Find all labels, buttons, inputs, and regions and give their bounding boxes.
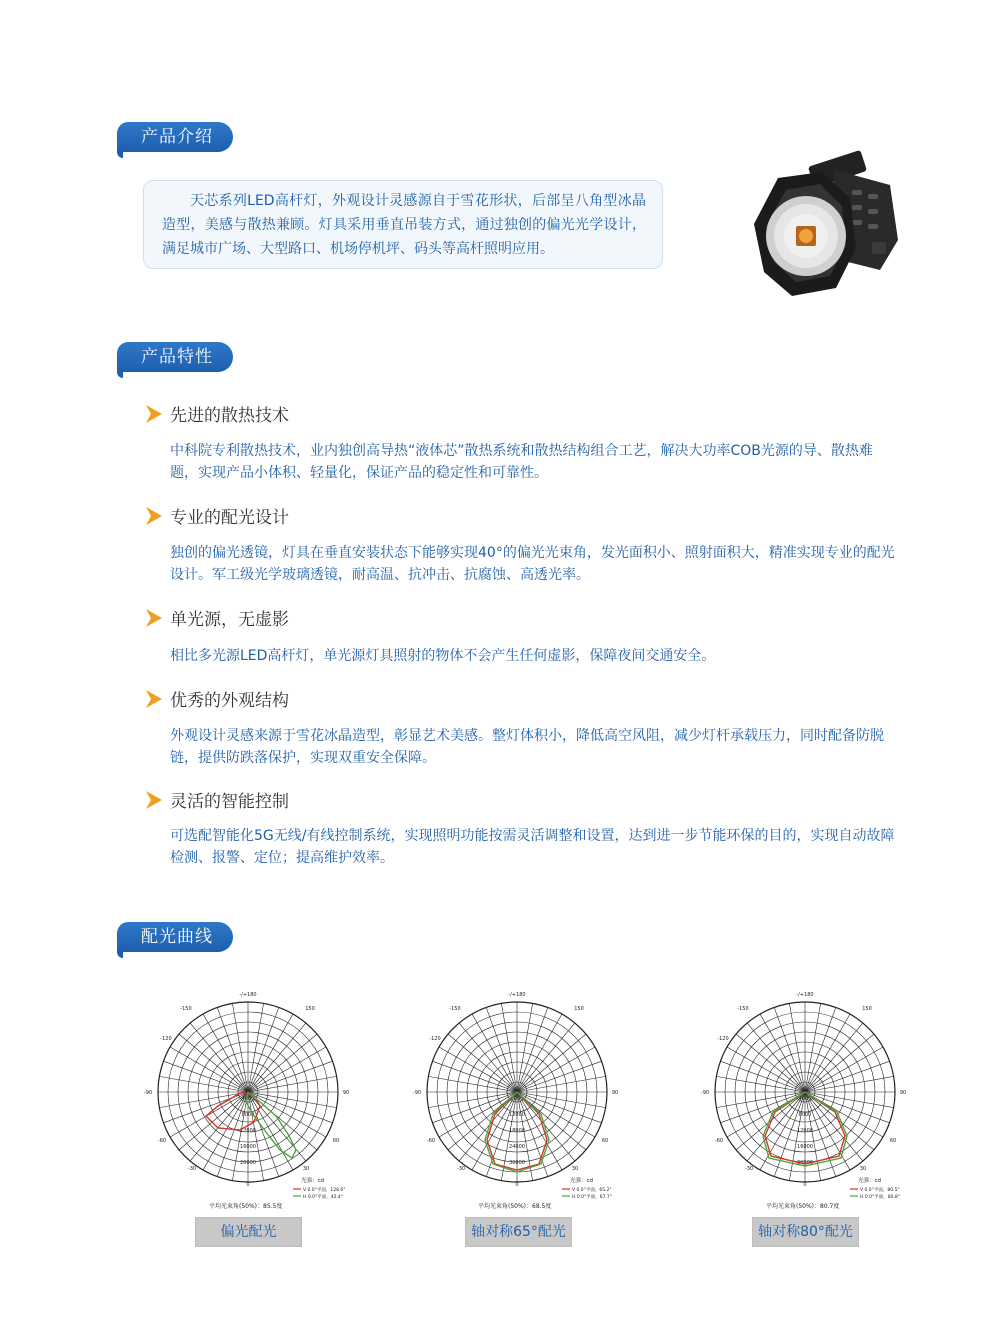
legend-title: 光强：cd [301, 1178, 325, 1184]
polar-ring-label: 4000 [798, 1096, 812, 1102]
polar-chart-2 [700, 990, 910, 1212]
polar-angle-label: 0 [803, 1182, 807, 1188]
feature-title-text: 灵活的智能控制 [170, 792, 289, 812]
section-tab-intro: 产品介绍 [117, 122, 233, 152]
polar-angle-label: -90 [700, 1090, 710, 1096]
polar-angle-label: -90 [412, 1090, 422, 1096]
feature-title-text: 优秀的外观结构 [170, 691, 289, 711]
arrow-icon [146, 690, 162, 708]
feature-title-text: 先进的散热技术 [170, 406, 289, 426]
polar-angle-label: -30 [187, 1166, 197, 1172]
feature-title [146, 503, 289, 528]
polar-angle-label: 90 [611, 1090, 619, 1096]
polar-ring-label: 16000 [240, 1144, 256, 1150]
polar-angle-label: -150 [180, 1006, 192, 1012]
polar-ring-label: 8000 [798, 1112, 812, 1118]
arrow-icon [146, 405, 162, 423]
polar-angle-label: -/+180 [508, 992, 526, 998]
polar-ring-label: 8000 [241, 1112, 255, 1118]
legend-title: 光强：cd [570, 1178, 594, 1184]
chart-label-0: 偏光配光 [195, 1217, 302, 1247]
polar-ring-label: 20000 [797, 1160, 813, 1166]
polar-angle-label: 30 [859, 1166, 867, 1172]
feature-desc: 相比多光源LED高杆灯，单光源灯具照射的物体不会产生任何虚影，保障夜间交通安全。 [170, 648, 716, 664]
polar-angle-label: 0 [246, 1182, 250, 1188]
arrow-icon [146, 609, 162, 627]
feature-title [146, 787, 289, 812]
polar-angle-label: 150 [574, 1006, 584, 1012]
chart-label-2: 轴对称80°配光 [752, 1217, 859, 1247]
polar-angle-label: -120 [717, 1036, 729, 1042]
polar-chart-1 [412, 990, 622, 1212]
beam-angle-text: 平均光束角(50%)：68.5度 [478, 1203, 552, 1210]
polar-ring-label: 6000 [510, 1096, 524, 1102]
legend-h-text: H 0.0°平面，42.4° [303, 1195, 343, 1200]
polar-angle-label: -90 [143, 1090, 153, 1096]
polar-chart-svg [700, 990, 910, 1212]
polar-ring-label: 12000 [509, 1112, 525, 1118]
polar-angle-label: 90 [342, 1090, 350, 1096]
polar-angle-label: 60 [601, 1138, 609, 1144]
polar-angle-label: -30 [456, 1166, 466, 1172]
polar-ring-label: 4000 [241, 1096, 255, 1102]
beam-angle-text: 平均光束角(50%)：80.7度 [766, 1203, 840, 1210]
polar-ring-label: 24000 [509, 1144, 525, 1150]
feature-title-text: 单光源，无虚影 [170, 610, 289, 630]
polar-angle-label: -150 [737, 1006, 749, 1012]
polar-chart-svg [412, 990, 622, 1212]
polar-chart-0 [143, 990, 353, 1212]
legend-h-text: H 0.0°平面，67.7° [572, 1195, 612, 1200]
feature-title [146, 686, 289, 711]
polar-ring-label: 30000 [509, 1160, 525, 1166]
legend-v-text: V 0.0°平面，128.6° [303, 1188, 346, 1193]
polar-angle-label: -60 [714, 1138, 724, 1144]
arrow-icon [146, 507, 162, 525]
polar-angle-label: 90 [899, 1090, 907, 1096]
lamp-image [740, 150, 910, 315]
arrow-icon [146, 791, 162, 809]
legend-h-text: H 0.0°平面，80.8° [860, 1195, 900, 1200]
section-tab-curves: 配光曲线 [117, 922, 233, 952]
polar-angle-label: -/+180 [239, 992, 257, 998]
polar-angle-label: -60 [157, 1138, 167, 1144]
polar-angle-label: -120 [429, 1036, 441, 1042]
polar-angle-label: 60 [332, 1138, 340, 1144]
feature-title [146, 401, 289, 426]
polar-ring-label: 20000 [240, 1160, 256, 1166]
feature-desc: 独创的偏光透镜，灯具在垂直安装状态下能够实现40°的偏光光束角，发光面积小、照射面积大，精准实现专业的配光设计。军工级光学玻璃透镜，耐高温、抗冲击、抗腐蚀、高透光率。 [170, 545, 895, 583]
legend-v-text: V 0.0°平面，80.5° [860, 1188, 900, 1193]
polar-ring-label: 18000 [509, 1128, 525, 1134]
section-tab-features: 产品特性 [117, 342, 233, 372]
intro-text: 天芯系列LED高杆灯，外观设计灵感源自于雪花形状，后部呈八角型冰晶造型，美感与散热兼顾。灯具采用垂直吊装方式，通过独创的偏光光学设计，满足城市广场、大型路口、机场停机坪、码头等高杆照明应用。 [143, 180, 663, 269]
feature-desc: 外观设计灵感来源于雪花冰晶造型，彰显艺术美感。整灯体积小，降低高空风阻，减少灯杆承载压力，同时配备防脱链，提供防跌落保护，实现双重安全保障。 [170, 728, 884, 766]
polar-angle-label: 30 [571, 1166, 579, 1172]
polar-ring-label: 16000 [797, 1144, 813, 1150]
polar-angle-label: -/+180 [796, 992, 814, 998]
polar-angle-label: 60 [889, 1138, 897, 1144]
polar-chart-svg [143, 990, 353, 1212]
feature-desc: 中科院专利散热技术，业内独创高导热“液体芯”散热系统和散热结构组合工艺，解决大功率COB光源的导、散热难题，实现产品小体积、轻量化，保证产品的稳定性和可靠性。 [170, 443, 873, 481]
polar-angle-label: 150 [862, 1006, 872, 1012]
polar-angle-label: 0 [515, 1182, 519, 1188]
feature-title [146, 605, 289, 630]
legend-title: 光强：cd [858, 1178, 882, 1184]
beam-angle-text: 平均光束角(50%)：85.5度 [209, 1203, 283, 1210]
polar-ring-label: 12000 [797, 1128, 813, 1134]
polar-angle-label: -120 [160, 1036, 172, 1042]
chart-label-1: 轴对称65°配光 [465, 1217, 572, 1247]
polar-angle-label: -30 [744, 1166, 754, 1172]
feature-title-text: 专业的配光设计 [170, 508, 289, 528]
polar-angle-label: -150 [449, 1006, 461, 1012]
legend-v-text: V 0.0°平面，65.2° [572, 1188, 612, 1193]
polar-angle-label: 150 [305, 1006, 315, 1012]
polar-ring-label: 12000 [240, 1128, 256, 1134]
polar-angle-label: 30 [302, 1166, 310, 1172]
feature-desc: 可选配智能化5G无线/有线控制系统，实现照明功能按需灵活调整和设置，达到进一步节能环保的目的，实现自动故障检测、报警、定位；提高维护效率。 [170, 828, 895, 866]
polar-angle-label: -60 [426, 1138, 436, 1144]
